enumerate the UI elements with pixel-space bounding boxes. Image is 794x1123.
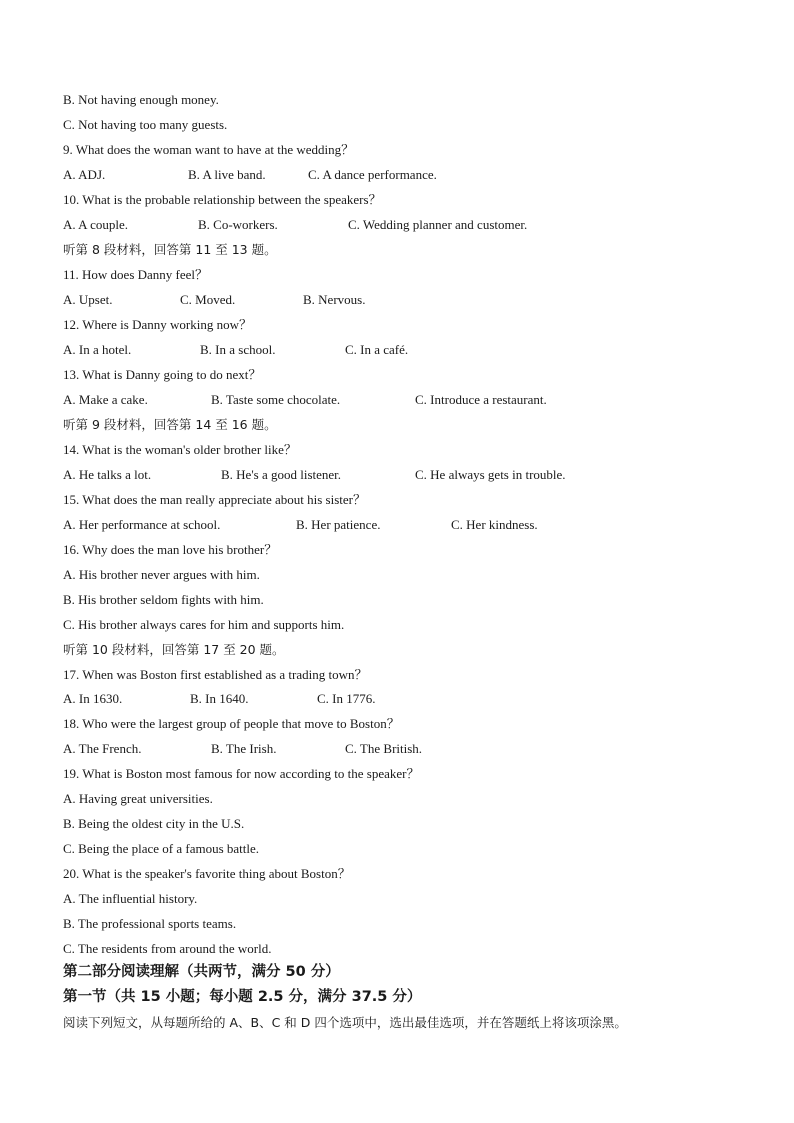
question-15: 15. What does the man really appreciate about his sister？ xyxy=(63,492,366,507)
question-13: 13. What is Danny going to do next？ xyxy=(63,367,262,382)
option-line: A. The influential history. xyxy=(63,891,198,906)
option-b: B. Taste some chocolate. xyxy=(211,392,341,407)
option-a: A. Make a cake. xyxy=(63,392,148,407)
option-line: A. Having great universities. xyxy=(63,791,213,806)
reading-instruction: 阅读下列短文，从每题所给的 A、B、C 和 D 四个选项中，选出最佳选项，并在答题纸上将该项涂黑。 xyxy=(63,1015,627,1030)
option-line: C. The residents from around the world. xyxy=(63,941,272,956)
option-a: A. In 1630. xyxy=(63,691,123,706)
section-instruction-8: 听第 8 段材料，回答第 11 至 13 题。 xyxy=(63,242,277,257)
option-b: B. In 1640. xyxy=(190,691,249,706)
option-b: B. Nervous. xyxy=(303,292,366,307)
option-c: C. In 1776. xyxy=(317,691,376,706)
option-line: A. His brother never argues with him. xyxy=(63,567,260,582)
option-a: A. ADJ. xyxy=(63,167,106,182)
question-18: 18. Who were the largest group of people that move to Boston？ xyxy=(63,716,400,731)
option-a: A. In a hotel. xyxy=(63,342,132,357)
option-line: B. The professional sports teams. xyxy=(63,916,237,931)
option-line: B. Being the oldest city in the U.S. xyxy=(63,816,245,831)
question-12: 12. Where is Danny working now？ xyxy=(63,317,252,332)
option-a: A. He talks a lot. xyxy=(63,467,152,482)
option-line: C. Being the place of a famous battle. xyxy=(63,841,260,856)
option-c: C. Moved. xyxy=(180,292,236,307)
option-line: B. Not having enough money. xyxy=(63,92,219,107)
question-16: 16. Why does the man love his brother？ xyxy=(63,542,278,557)
option-a: A. A couple. xyxy=(63,217,128,232)
part-heading: 第二部分阅读理解（共两节，满分 50 分） xyxy=(63,964,340,980)
option-c: C. He always gets in trouble. xyxy=(415,467,566,482)
option-a: A. Upset. xyxy=(63,292,113,307)
option-c: C. In a café. xyxy=(345,342,409,357)
option-b: B. He's a good listener. xyxy=(221,467,342,482)
option-c: C. Introduce a restaurant. xyxy=(415,392,547,407)
option-line: B. His brother seldom fights with him. xyxy=(63,592,264,607)
option-c: C. A dance performance. xyxy=(308,167,437,182)
option-b: B. In a school. xyxy=(200,342,276,357)
option-line: C. Not having too many guests. xyxy=(63,117,228,132)
option-b: B. Co-workers. xyxy=(198,217,278,232)
option-b: B. A live band. xyxy=(188,167,266,182)
option-a: A. The French. xyxy=(63,741,142,756)
question-11: 11. How does Danny feel？ xyxy=(63,267,209,282)
section-heading: 第一节（共 15 小题；每小题 2.5 分，满分 37.5 分） xyxy=(63,989,422,1005)
option-c: C. Wedding planner and customer. xyxy=(348,217,528,232)
option-line: C. His brother always cares for him and supports him. xyxy=(63,617,345,632)
question-17: 17. When was Boston first established as a trading town？ xyxy=(63,667,368,682)
option-b: B. Her patience. xyxy=(296,517,381,532)
question-10: 10. What is the probable relationship between the speakers？ xyxy=(63,192,382,207)
option-a: A. Her performance at school. xyxy=(63,517,221,532)
option-c: C. The British. xyxy=(345,741,423,756)
option-b: B. The Irish. xyxy=(211,741,277,756)
question-19: 19. What is Boston most famous for now according to the speaker？ xyxy=(63,766,420,781)
question-14: 14. What is the woman's older brother like？ xyxy=(63,442,297,457)
question-9: 9. What does the woman want to have at the wedding？ xyxy=(63,142,355,157)
option-c: C. Her kindness. xyxy=(451,517,538,532)
section-instruction-10: 听第 10 段材料，回答第 17 至 20 题。 xyxy=(63,642,285,657)
question-20: 20. What is the speaker's favorite thing about Boston？ xyxy=(63,866,351,881)
section-instruction-9: 听第 9 段材料，回答第 14 至 16 题。 xyxy=(63,417,277,432)
